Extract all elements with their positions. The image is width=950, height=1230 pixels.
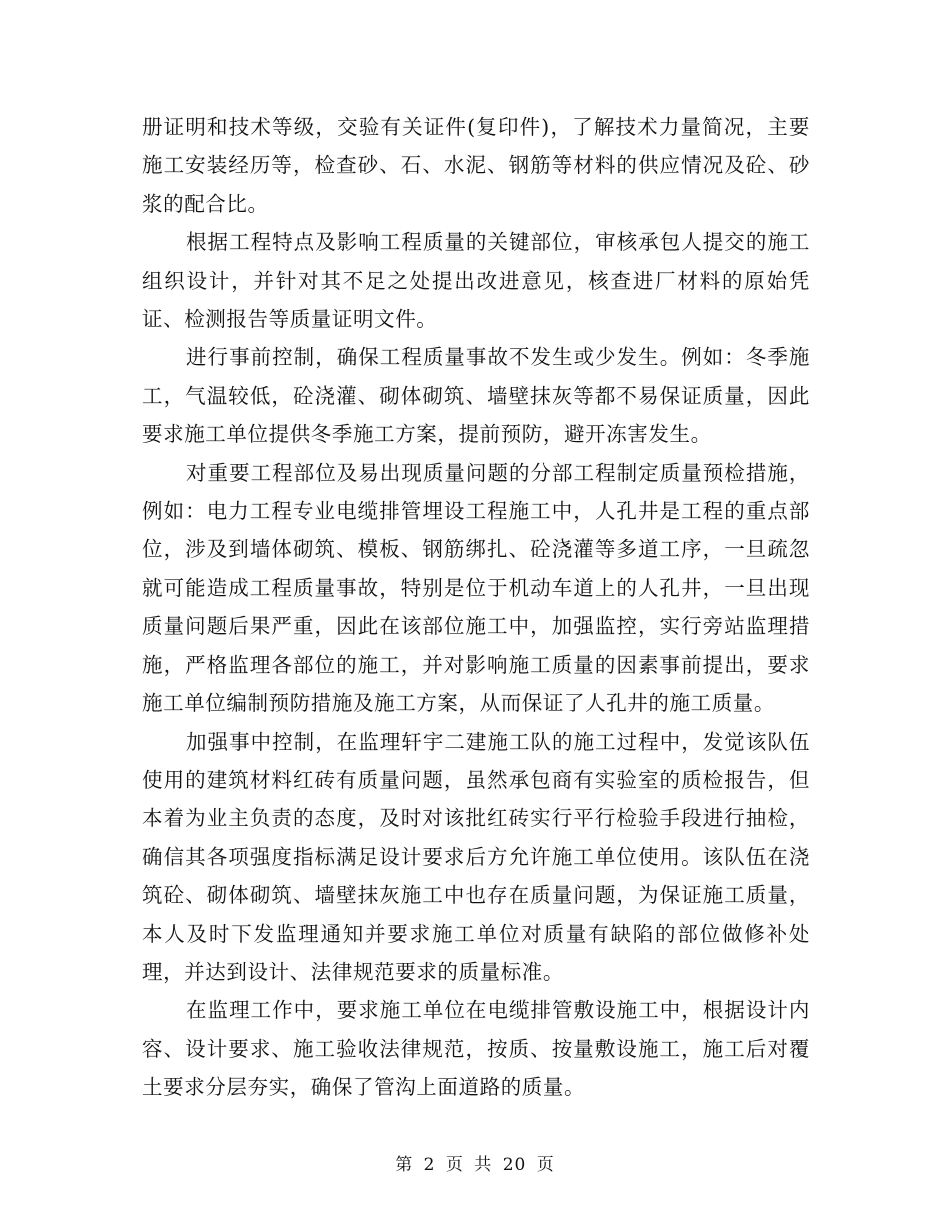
paragraph: 进行事前控制，确保工程质量事故不发生或少发生。例如：冬季施工，气温较低，砼浇灌、砌体砌筑、墙壁抹灰等都不易保证质量，因此要求施工单位提供冬季施工方案，提前预防，避开冻害发生。 <box>142 345 810 447</box>
paragraph: 册证明和技术等级，交验有关证件(复印件)，了解技术力量简况，主要施工安装经历等，检查砂、石、水泥、钢筋等材料的供应情况及砼、砂浆的配合比。 <box>142 115 810 216</box>
paragraph: 在监理工作中，要求施工单位在电缆排管敷设施工中，根据设计内容、设计要求、施工验收法律规范，按质、按量敷设施工，施工后对覆土要求分层夯实，确保了管沟上面道路的质量。 <box>142 998 810 1100</box>
paragraph: 加强事中控制，在监理轩宇二建施工队的施工过程中，发觉该队伍使用的建筑材料红砖有质量问题，虽然承包商有实验室的质检报告，但本着为业主负责的态度，及时对该批红砖实行平行检验手段进行抽检，确信其各项强度指标满足设计要求后方允许施工单位使用。该队伍在浇筑砼、砌体砌筑、墙壁抹灰施工中也存在质量问题，为保证施工质量，本人及时下发监理通知并要求施工单位对质量有缺陷的部位做修补处理，并达到设计、法律规范要求的质量标准。 <box>142 729 810 984</box>
page-number-footer: 第 2 页 共 20 页 <box>395 1155 555 1175</box>
paragraph: 对重要工程部位及易出现质量问题的分部工程制定质量预检措施，例如：电力工程专业电缆排管埋设工程施工中，人孔井是工程的重点部位，涉及到墙体砌筑、模板、钢筋绑扎、砼浇灌等多道工序，一旦疏忽就可能造成工程质量事故，特别是位于机动车道上的人孔井，一旦出现质量问题后果严重，因此在该部位施工中，加强监控，实行旁站监理措施，严格监理各部位的施工，并对影响施工质量的因素事前提出，要求施工单位编制预防措施及施工方案，从而保证了人孔井的施工质量。 <box>142 460 810 716</box>
document-body <box>142 108 810 1107</box>
paragraph: 根据工程特点及影响工程质量的关键部位，审核承包人提交的施工组织设计，并针对其不足之处提出改进意见，核查进厂材料的原始凭证、检测报告等质量证明文件。 <box>142 230 810 332</box>
